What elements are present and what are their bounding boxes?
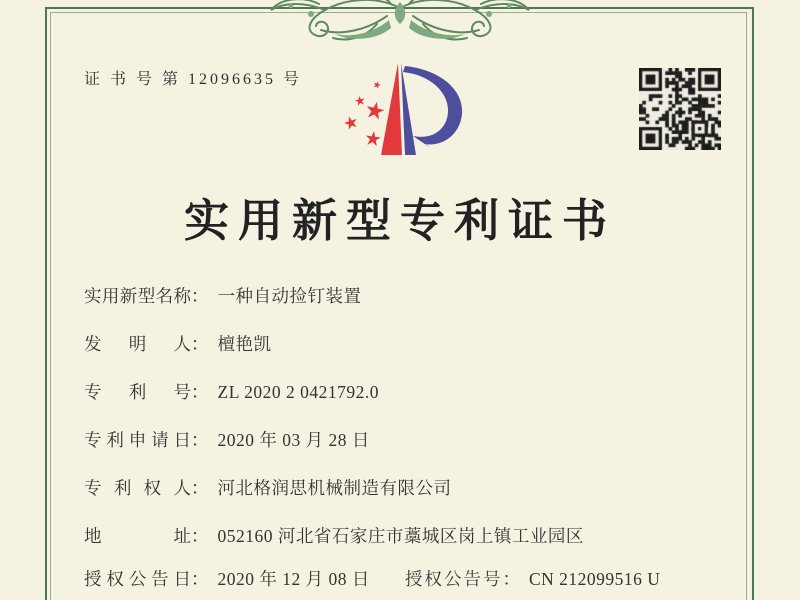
field-row-filing-date (84, 427, 744, 475)
field-list (84, 283, 744, 571)
field-row-address (84, 523, 744, 571)
field-value: 河北格润思机械制造有限公司 (217, 478, 452, 498)
field-row-patentee (84, 475, 744, 523)
qr-code (639, 68, 721, 150)
field-row-grant-no (405, 566, 660, 591)
field-label: 专利权人 (84, 478, 191, 498)
field-colon: ： (191, 478, 209, 498)
field-colon: ： (191, 430, 209, 450)
field-label: 授权公告号 (405, 569, 503, 589)
field-colon: ： (191, 526, 209, 546)
field-label: 实用新型名称 (84, 286, 191, 306)
field-value: CN 212099516 U (529, 569, 661, 589)
certificate-number: 证 书 号 第 12096635 号 (84, 71, 303, 88)
field-label: 发明人 (84, 334, 191, 354)
field-label: 地址 (84, 526, 191, 546)
floral-flourish-icon (263, 0, 537, 48)
cnipa-patent-logo-icon (330, 45, 490, 175)
field-row-patent-no (84, 379, 744, 427)
grant-row (84, 566, 764, 591)
field-colon: ： (191, 286, 209, 306)
field-value: 一种自动捡钉装置 (217, 286, 362, 306)
field-value: 2020 年 12 月 08 日 (217, 569, 370, 589)
field-colon: ： (191, 334, 209, 354)
certificate-title: 实用新型专利证书 (183, 196, 616, 246)
field-label: 授权公告日 (84, 569, 191, 589)
field-value: 052160 河北省石家庄市藁城区岗上镇工业园区 (217, 526, 584, 546)
field-label: 专利申请日 (84, 430, 191, 450)
field-colon: ： (191, 569, 209, 589)
field-label: 专利号 (84, 382, 191, 402)
field-row-grant-date (84, 569, 370, 589)
field-colon: ： (191, 382, 209, 402)
field-row-name (84, 283, 744, 331)
field-value: 2020 年 03 月 28 日 (217, 430, 370, 450)
field-value: 檀艳凯 (217, 334, 272, 354)
field-colon: ： (502, 569, 520, 589)
field-row-inventor (84, 331, 744, 379)
field-value: ZL 2020 2 0421792.0 (217, 382, 379, 402)
